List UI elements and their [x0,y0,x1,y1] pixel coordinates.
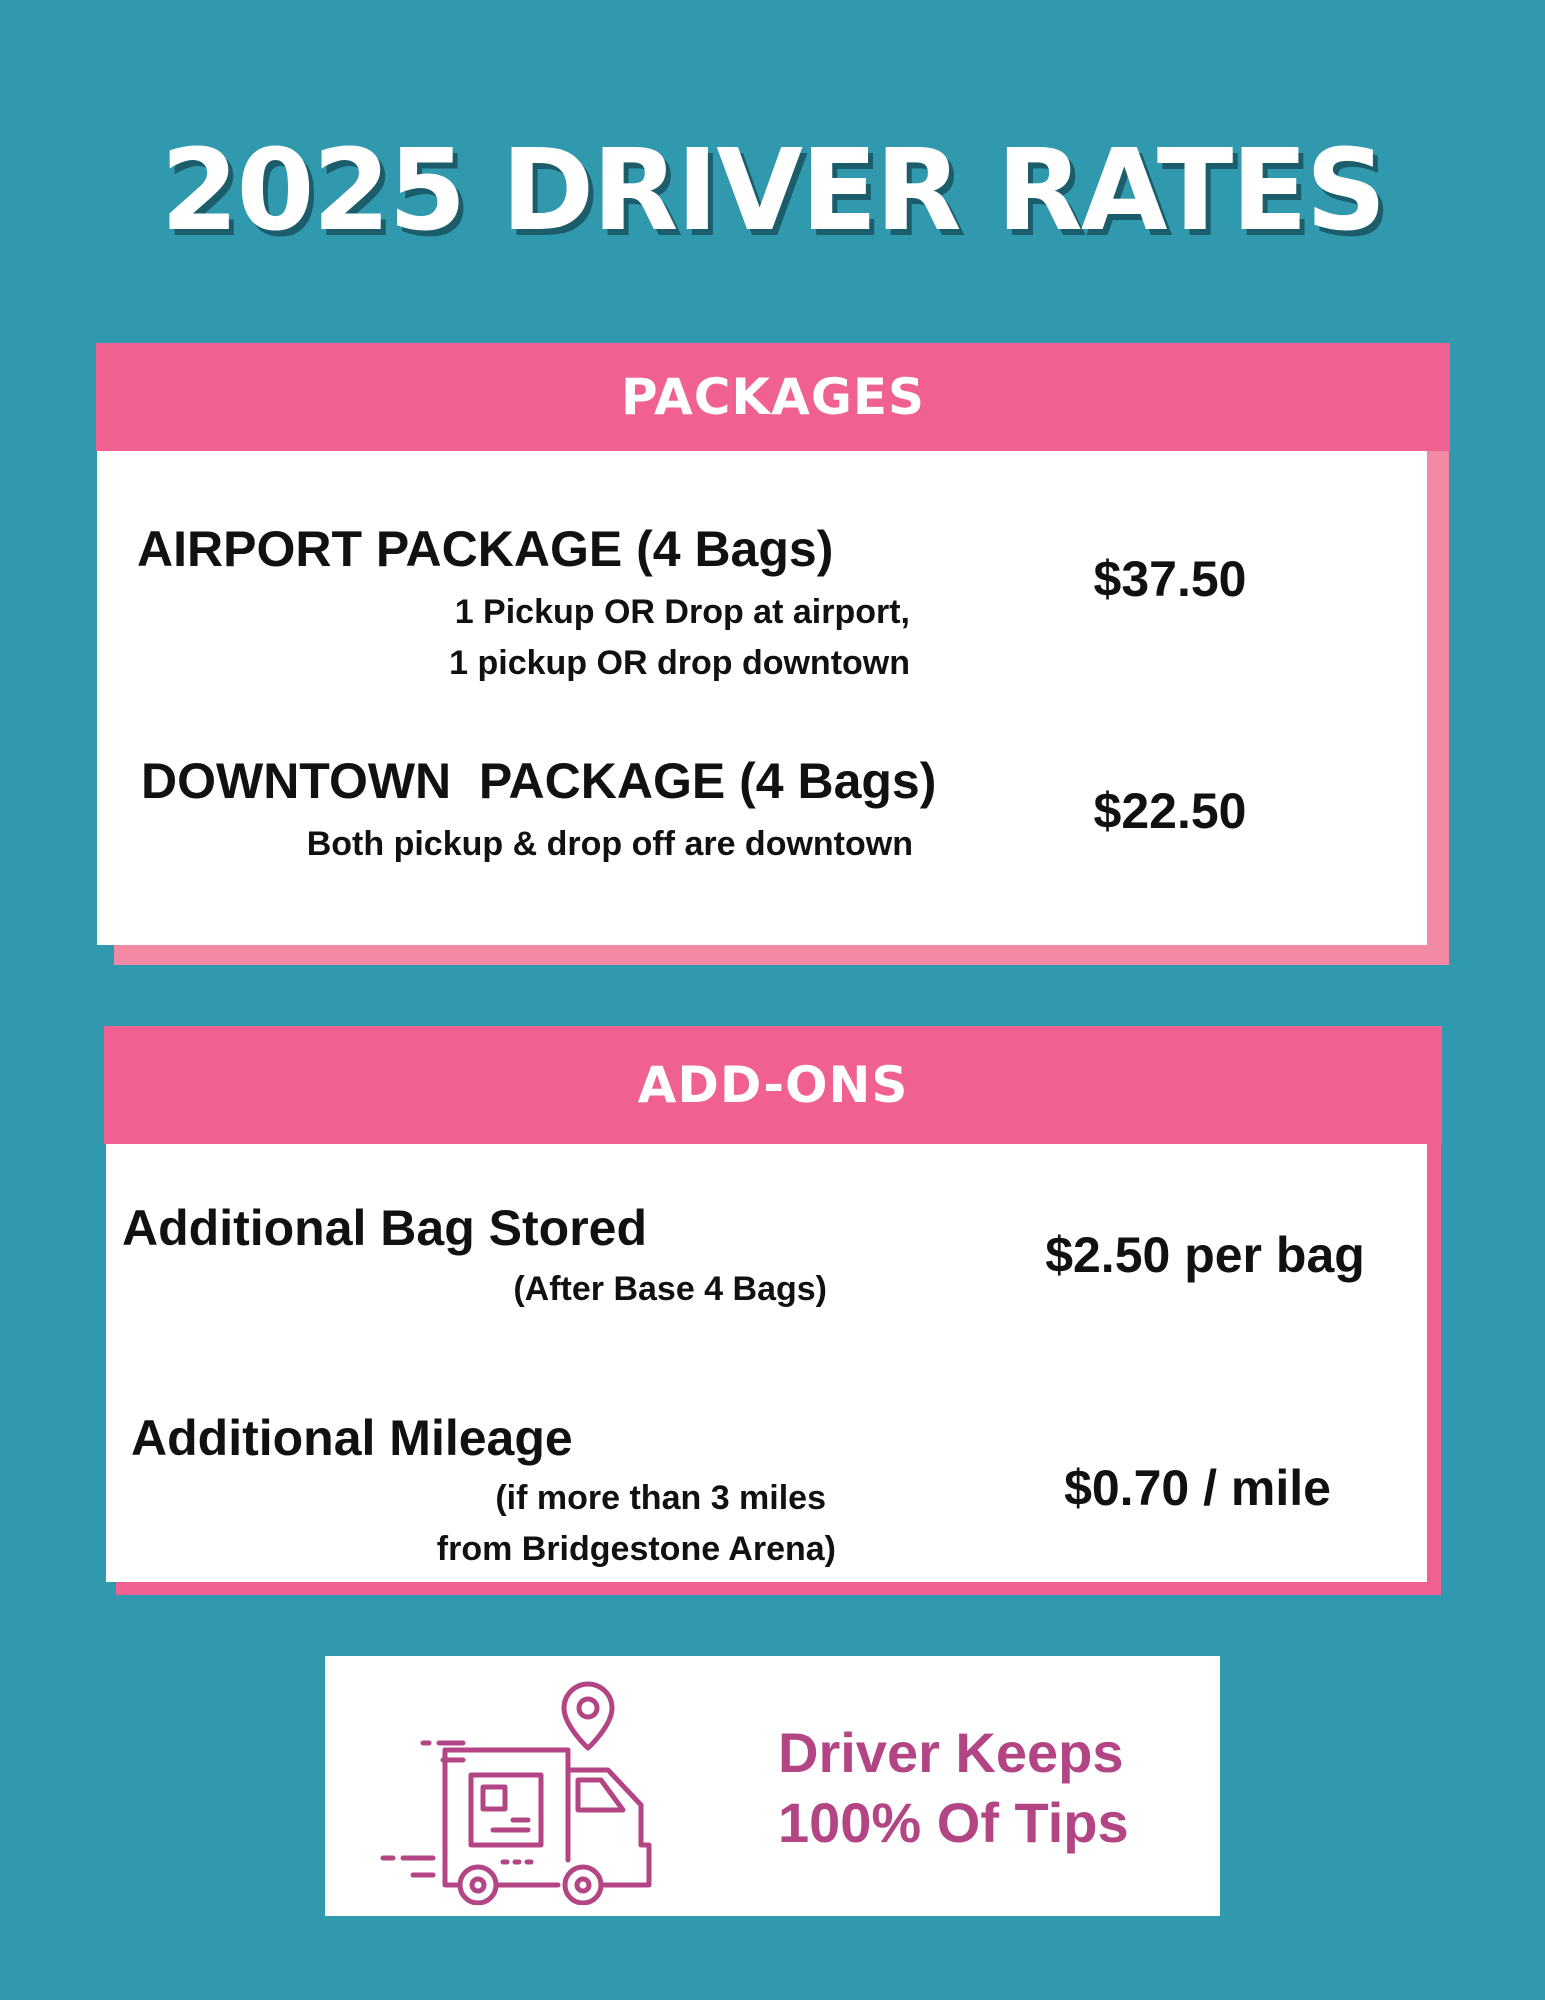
additional-bag-price: $2.50 per bag [1045,1227,1365,1283]
page-title: 2025 DRIVER RATES [160,126,1385,256]
delivery-truck-location-icon [373,1680,653,1905]
downtown-package-details [270,819,913,870]
additional-mileage-detail-line-1: (if more than 3 miles [495,1479,826,1517]
tips-box [325,1656,1220,1916]
additional-bag-detail-line-1: (After Base 4 Bags) [513,1270,827,1308]
airport-package-detail-line-1: 1 Pickup OR Drop at airport, [454,593,910,631]
additional-bag-details [430,1264,827,1315]
airport-package-detail-line-2: 1 pickup OR drop downtown [449,644,910,682]
tips-message [778,1718,1129,1858]
downtown-package-detail-line-1: Both pickup & drop off are downtown [306,825,913,863]
tips-line-1: Driver Keeps [778,1721,1124,1784]
additional-mileage-title: Additional Mileage [131,1410,573,1466]
airport-package-title: AIRPORT PACKAGE (4 Bags) [137,521,834,577]
additional-mileage-price: $0.70 / mile [1064,1460,1331,1516]
airport-package-price: $37.50 [1093,551,1247,607]
addons-header: ADD-ONS [104,1026,1442,1144]
additional-mileage-details [420,1473,836,1575]
downtown-package-price: $22.50 [1093,783,1247,839]
downtown-package-title: DOWNTOWN PACKAGE (4 Bags) [141,753,937,809]
additional-mileage-detail-line-2: from Bridgestone Arena) [436,1530,836,1568]
tips-line-2: 100% Of Tips [778,1791,1129,1854]
airport-package-details [420,587,910,689]
packages-header: PACKAGES [96,343,1450,451]
additional-bag-title: Additional Bag Stored [122,1200,647,1256]
